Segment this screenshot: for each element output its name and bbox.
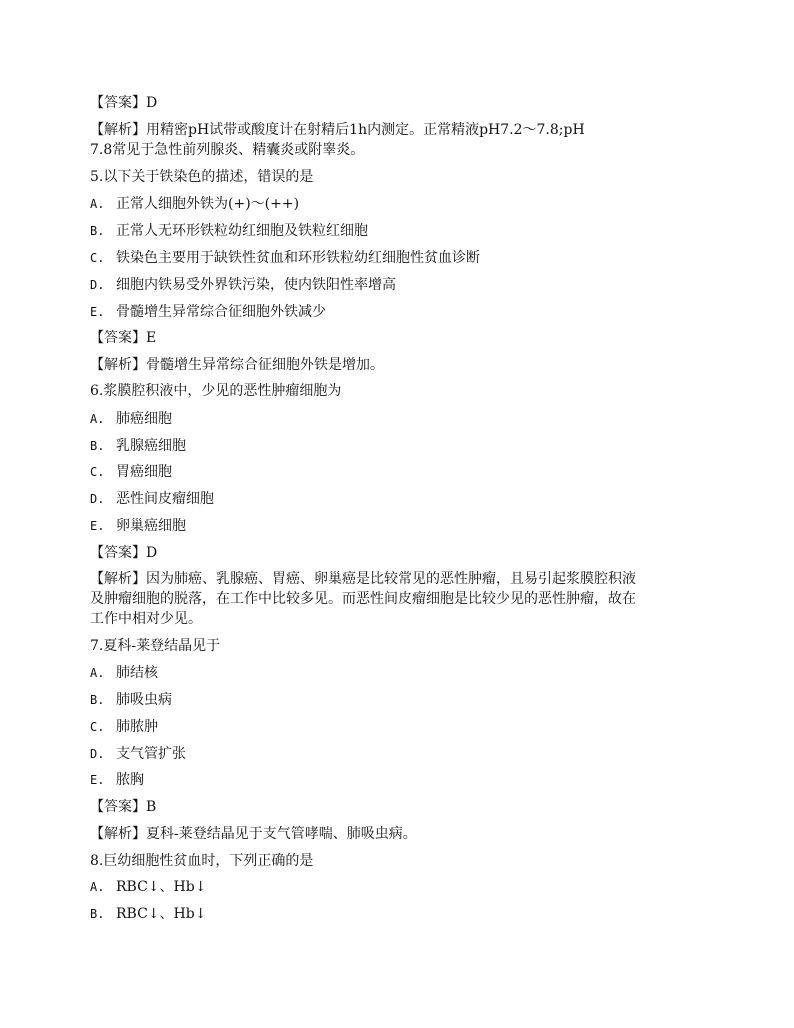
q8-stem: 8.巨幼细胞性贫血时，下列正确的是 <box>90 853 314 869</box>
q6-option-a <box>90 410 172 428</box>
option-letter: B. <box>90 439 105 453</box>
q5-stem: 5.以下关于铁染色的描述，错误的是 <box>90 169 314 185</box>
q5-option-a <box>90 195 299 213</box>
option-letter: B. <box>90 907 105 921</box>
q7-option-b <box>90 691 172 709</box>
q6-stem: 6.浆膜腔积液中，少见的恶性肿瘤细胞为 <box>90 383 342 399</box>
option-text: 恶性间皮瘤细胞 <box>116 491 214 507</box>
q6-option-e <box>90 517 186 535</box>
option-text: 肺结核 <box>116 665 158 681</box>
option-letter: A. <box>90 197 105 211</box>
q7-option-d <box>90 745 186 763</box>
option-letter: C. <box>90 720 105 734</box>
analysis-text: 因为肺癌、乳腺癌、胃癌、卵巢癌是比较常见的恶性肿瘤，且易引起浆膜腔积液 <box>146 571 636 587</box>
q7-answer-line <box>90 798 156 816</box>
q5-option-d <box>90 276 396 294</box>
answer-value: D <box>146 95 158 111</box>
option-text: 肺吸虫病 <box>116 692 172 708</box>
option-text: 铁染色主要用于缺铁性贫血和环形铁粒幼红细胞性贫血诊断 <box>116 250 480 266</box>
option-text: 肺脓肿 <box>116 719 158 735</box>
option-letter: D. <box>90 747 105 761</box>
answer-value: E <box>146 330 157 346</box>
q6-analysis-line-2: 及肿瘤细胞的脱落，在工作中比较多见。而恶性间皮瘤细胞是比较少见的恶性肿瘤，故在 <box>90 591 636 607</box>
option-text: 细胞内铁易受外界铁污染，使内铁阳性率增高 <box>116 277 396 293</box>
option-letter: B. <box>90 224 105 238</box>
option-text: RBC↓、Hb↓ <box>116 906 207 922</box>
q8-option-b <box>90 905 206 923</box>
answer-tag: 【答案】 <box>90 95 146 111</box>
analysis-tag: 【解析】 <box>90 122 146 138</box>
q7-option-a <box>90 664 158 682</box>
q7-analysis-line <box>90 825 417 843</box>
q6-analysis-line-3: 工作中相对少见。 <box>90 611 202 627</box>
analysis-text: 夏科-莱登结晶见于支气管哮喘、肺吸虫病。 <box>146 826 417 842</box>
option-letter: A. <box>90 412 105 426</box>
option-text: 脓胸 <box>116 772 144 788</box>
q4-analysis-line-1 <box>90 121 585 139</box>
answer-value: B <box>146 799 157 815</box>
q5-answer-line <box>90 329 156 347</box>
analysis-text: 用精密pH试带或酸度计在射精后1h内测定。正常精液pH7.2～7.8;pH <box>146 122 585 138</box>
option-text: 正常人无环形铁粒幼红细胞及铁粒红细胞 <box>116 223 368 239</box>
option-text: 支气管扩张 <box>116 746 186 762</box>
analysis-text: 骨髓增生异常综合征细胞外铁是增加。 <box>146 357 384 373</box>
q4-analysis-line-2: 7.8常见于急性前列腺炎、精囊炎或附睾炎。 <box>90 142 365 158</box>
q5-option-e <box>90 303 326 321</box>
q5-analysis-line <box>90 356 384 374</box>
option-letter: E. <box>90 773 105 787</box>
answer-tag: 【答案】 <box>90 545 146 561</box>
option-letter: C. <box>90 465 105 479</box>
option-text: 乳腺癌细胞 <box>116 438 186 454</box>
analysis-tag: 【解析】 <box>90 357 146 373</box>
option-letter: D. <box>90 492 105 506</box>
option-letter: A. <box>90 666 105 680</box>
option-letter: D. <box>90 278 105 292</box>
analysis-tag: 【解析】 <box>90 826 146 842</box>
q6-option-c <box>90 463 172 481</box>
q4-answer-line <box>90 94 157 112</box>
q7-stem: 7.夏科-莱登结晶见于 <box>90 638 221 654</box>
q8-option-a <box>90 878 206 896</box>
q6-answer-line <box>90 544 157 562</box>
answer-value: D <box>146 545 158 561</box>
option-text: 正常人细胞外铁为(+)～(++) <box>116 196 300 212</box>
option-text: 肺癌细胞 <box>116 411 172 427</box>
q5-option-c <box>90 249 480 267</box>
q6-option-b <box>90 437 186 455</box>
option-text: 胃癌细胞 <box>116 464 172 480</box>
option-text: 骨髓增生异常综合征细胞外铁减少 <box>116 304 326 320</box>
q7-option-c <box>90 718 158 736</box>
q6-analysis-line-1 <box>90 570 636 588</box>
option-letter: C. <box>90 251 105 265</box>
analysis-tag: 【解析】 <box>90 571 146 587</box>
option-text: RBC↓、Hb↓ <box>116 879 207 895</box>
option-letter: A. <box>90 880 105 894</box>
q5-option-b <box>90 222 368 240</box>
answer-tag: 【答案】 <box>90 799 146 815</box>
q7-option-e <box>90 771 144 789</box>
q6-option-d <box>90 490 214 508</box>
option-letter: E. <box>90 305 105 319</box>
option-letter: E. <box>90 519 105 533</box>
answer-tag: 【答案】 <box>90 330 146 346</box>
option-text: 卵巢癌细胞 <box>116 518 186 534</box>
option-letter: B. <box>90 693 105 707</box>
